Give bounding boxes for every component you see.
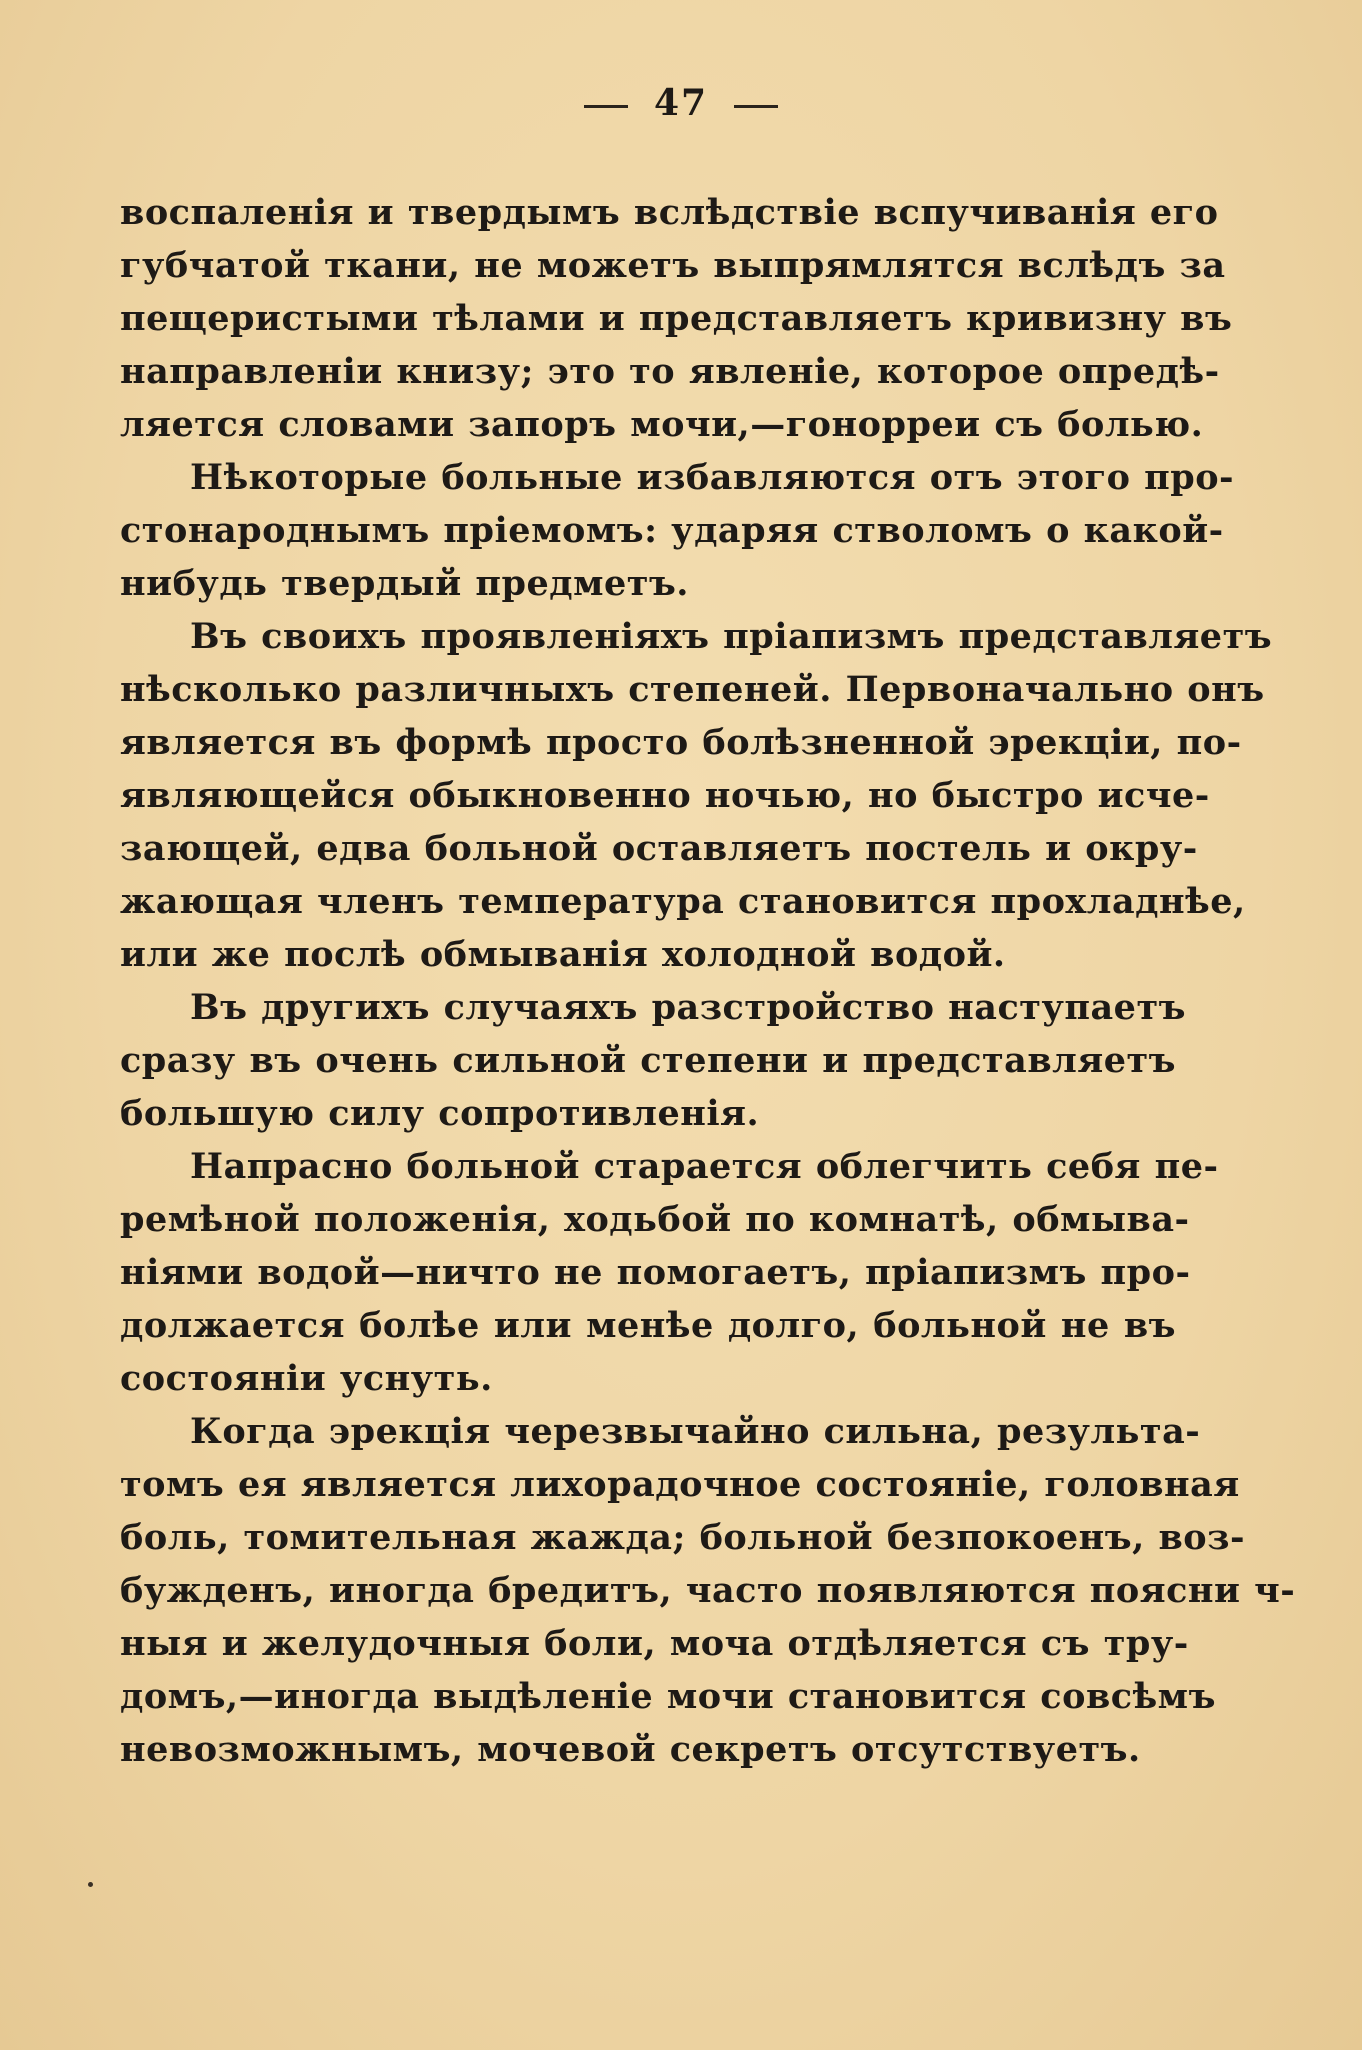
text-line: воспаленія и твердымъ вслѣдствіе вспучиванія его xyxy=(120,192,1219,233)
text-line: нибудь твердый предметъ. xyxy=(120,563,689,604)
page-number: 47 xyxy=(653,82,709,124)
text-line: невозможнымъ, мочевой секретъ отсутствуетъ. xyxy=(120,1729,1141,1770)
header-dash-left xyxy=(584,105,628,108)
text-line: является въ формѣ просто болѣзненной эрекціи, по- xyxy=(120,722,1242,763)
text-line: жающая членъ температура становится прохладнѣе, xyxy=(120,881,1246,922)
text-line: Въ своихъ проявленіяхъ пріапизмъ представляетъ xyxy=(190,616,1273,657)
text-line: ремѣной положенія, ходьбой по комнатѣ, обмыва- xyxy=(120,1199,1190,1240)
text-line: нѣсколько различныхъ степеней. Первоначально онъ xyxy=(120,669,1265,710)
text-line: бужденъ, иногда бредитъ, часто появляются поясни ч- xyxy=(120,1570,1296,1611)
text-line: боль, томительная жажда; больной безпокоенъ, воз- xyxy=(120,1517,1245,1558)
text-line: Напрасно больной старается облегчить себя пе- xyxy=(190,1146,1219,1187)
text-line: томъ ея является лихорадочное состояніе, головная xyxy=(120,1464,1240,1505)
paragraph xyxy=(120,1140,1219,1405)
text-line: ныя и желудочныя боли, моча отдѣляется съ тру- xyxy=(120,1623,1189,1664)
print-speck xyxy=(88,1882,93,1887)
text-line: пещеристыми тѣлами и представляетъ кривизну въ xyxy=(120,298,1233,339)
text-line: стонароднымъ пріемомъ: ударяя стволомъ о какой- xyxy=(120,510,1224,551)
text-line: являющейся обыкновенно ночью, но быстро исче- xyxy=(120,775,1210,816)
paragraph xyxy=(120,186,1233,451)
paragraph xyxy=(120,1405,1296,1776)
text-line: сразу въ очень сильной степени и представляетъ xyxy=(120,1040,1176,1081)
text-line: состояніи уснуть. xyxy=(120,1358,493,1399)
header-dash-right xyxy=(734,105,778,108)
text-line: Когда эрекція черезвычайно сильна, результа- xyxy=(190,1411,1201,1452)
text-line: губчатой ткани, не можетъ выпрямлятся вслѣдъ за xyxy=(120,245,1226,286)
text-line: большую силу сопротивленія. xyxy=(120,1093,760,1134)
text-line: или же послѣ обмыванія холодной водой. xyxy=(120,934,1006,975)
text-line: ніями водой—ничто не помогаетъ, пріапизмъ про- xyxy=(120,1252,1191,1293)
paragraph xyxy=(120,610,1273,981)
text-line: должается болѣе или менѣе долго, больной не въ xyxy=(120,1305,1176,1346)
text-line: зающей, едва больной оставляетъ постель и окру- xyxy=(120,828,1198,869)
text-line: Нѣкоторые больные избавляются отъ этого про- xyxy=(190,457,1235,498)
text-line: Въ другихъ случаяхъ разстройство наступаетъ xyxy=(190,987,1186,1028)
text-line: направленіи книзу; это то явленіе, которое опредѣ- xyxy=(120,351,1220,392)
paragraph xyxy=(120,981,1186,1140)
text-line: ляется словами запоръ мочи,—гонорреи съ болью. xyxy=(120,404,1204,445)
page-header xyxy=(0,82,1362,124)
text-line: домъ,—иногда выдѣленіе мочи становится совсѣмъ xyxy=(120,1676,1216,1717)
body-text xyxy=(120,186,1296,1776)
paragraph xyxy=(120,451,1235,610)
